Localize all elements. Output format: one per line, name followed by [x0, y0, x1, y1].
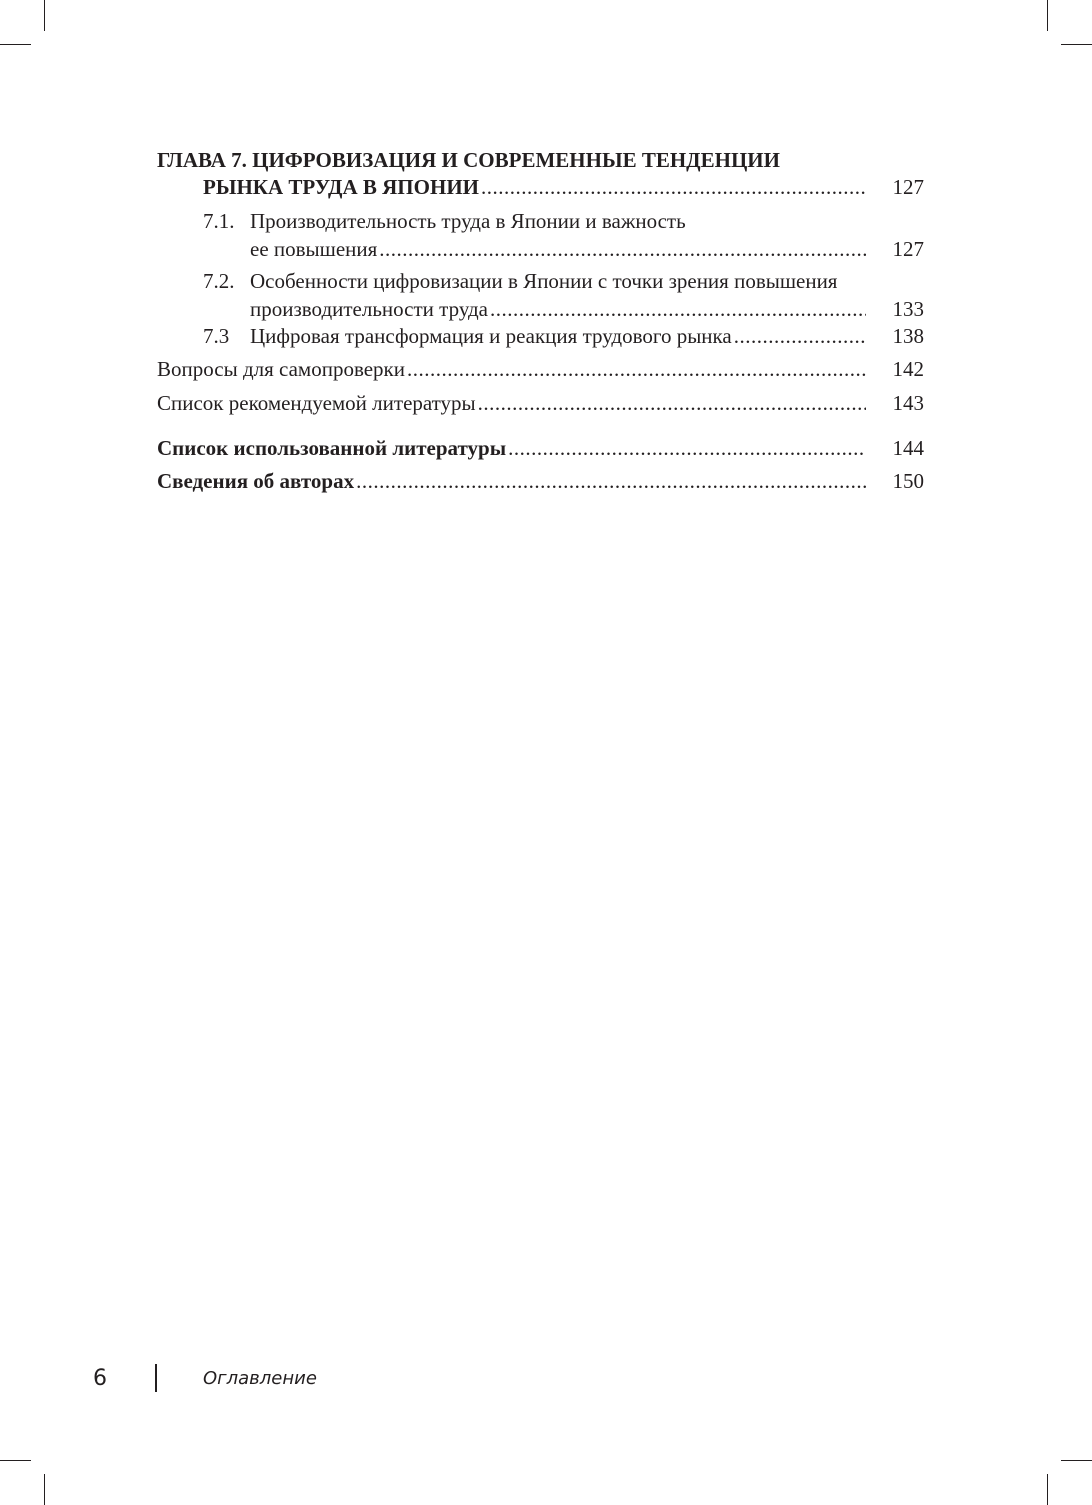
- crop-mark: [44, 1474, 45, 1505]
- dot-leader: [356, 466, 866, 496]
- page-number: 127: [892, 237, 924, 261]
- page-number: 143: [892, 391, 924, 415]
- dot-leader: [379, 234, 866, 264]
- section-title-line2: производительности труда: [250, 297, 489, 321]
- crop-mark: [0, 44, 31, 45]
- section-number: 7.2.: [203, 269, 235, 293]
- page-number: 144: [892, 436, 924, 460]
- page-number: 138: [892, 324, 924, 348]
- entry-title: Список использованной литературы: [157, 436, 507, 460]
- section-number: 7.3: [203, 324, 230, 348]
- dot-leader: [490, 294, 866, 324]
- dot-leader: [508, 433, 866, 463]
- crop-mark: [44, 0, 45, 31]
- footer-page-number: 6: [93, 1366, 107, 1391]
- section-title: Цифровая трансформация и реакция трудового рынка: [250, 324, 732, 348]
- entry-title: Список рекомендуемой литературы: [157, 391, 476, 415]
- footer-divider: [155, 1364, 157, 1392]
- dot-leader: [478, 388, 866, 418]
- chapter-title-line1: ГЛАВА 7. ЦИФРОВИЗАЦИЯ И СОВРЕМЕННЫЕ ТЕНДЕНЦИИ: [157, 148, 780, 172]
- page-number: 150: [892, 469, 924, 493]
- section-title-line2: ее повышения: [250, 237, 378, 261]
- page-number: 127: [892, 175, 924, 199]
- crop-mark: [1061, 44, 1092, 45]
- dot-leader: [481, 172, 866, 202]
- page-number: 142: [892, 357, 924, 381]
- dot-leader: [407, 354, 866, 384]
- footer-running-title: Оглавление: [203, 1368, 317, 1389]
- crop-mark: [1047, 1474, 1048, 1505]
- section-number: 7.1.: [203, 209, 235, 233]
- crop-mark: [1061, 1460, 1092, 1461]
- crop-mark: [1047, 0, 1048, 31]
- chapter-title-line2: РЫНКА ТРУДА В ЯПОНИИ: [203, 175, 479, 199]
- section-title-line1: Особенности цифровизации в Японии с точки зрения повышения: [250, 269, 838, 293]
- page-number: 133: [892, 297, 924, 321]
- dot-leader: [734, 321, 866, 351]
- entry-title: Вопросы для самопроверки: [157, 357, 406, 381]
- crop-mark: [0, 1460, 31, 1461]
- section-title-line1: Производительность труда в Японии и важность: [250, 209, 686, 233]
- entry-title: Сведения об авторах: [157, 469, 355, 493]
